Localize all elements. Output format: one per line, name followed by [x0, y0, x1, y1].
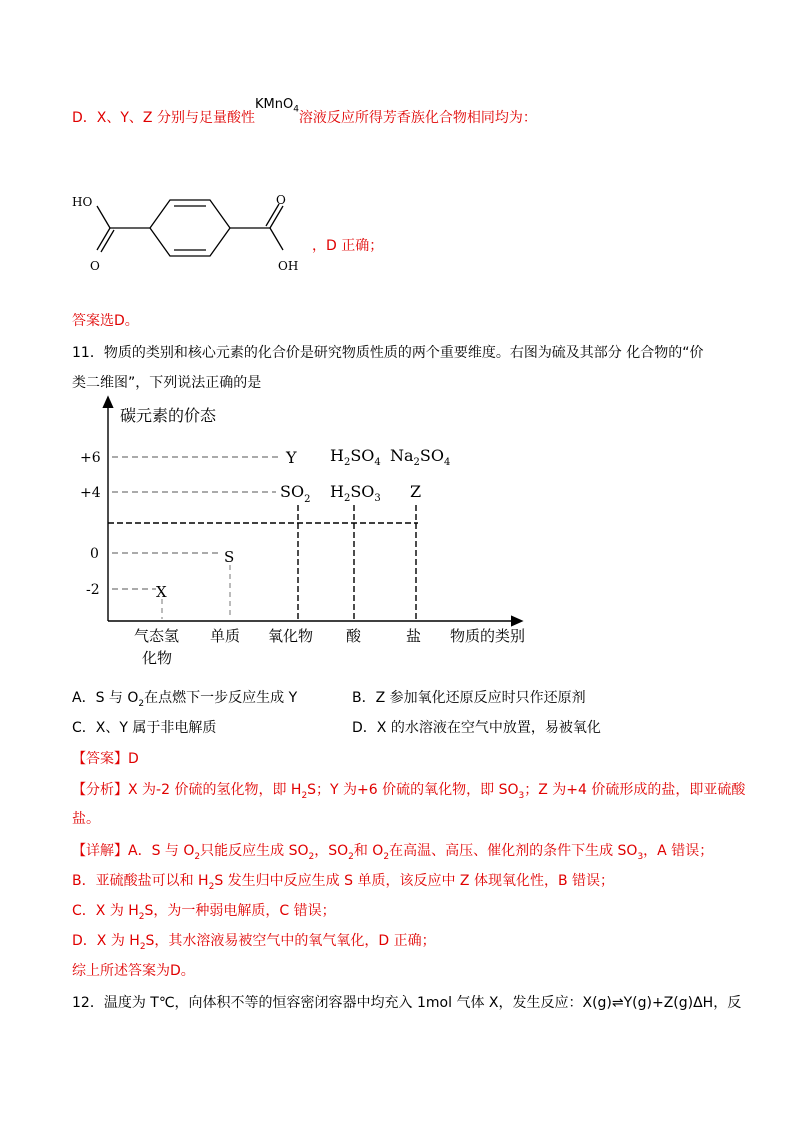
q11-detail-line1: 【详解】A．S 与 $O_2$只能反应生成 $SO_2$，$SO_2$和 $O_2$在高温、高压、催化剂的条件下生成 $SO_3$，A 错误；: [72, 843, 714, 862]
chart-y-title: 碳元素的价态: [120, 406, 217, 425]
kmno4-formula: KMnO$_4$: [254, 97, 299, 115]
x-axis-title: 物质的类别: [450, 627, 526, 645]
q11-analysis-line1: 【分析】X 为-2 价硫的氢化物，即 $H_2S$；Y 为+6 价硫的氧化物，即 $SO_3$；Z 为+4 价硫形成的盐，即亚硫酸: [72, 782, 746, 801]
y-tick-0: 0: [90, 546, 99, 562]
x-cat-acid: 酸: [346, 627, 362, 645]
x-cat-gaseous-hydride-1: 气态氢: [134, 627, 180, 645]
struct-oh-top: HO: [72, 195, 93, 209]
option-c: C．X、Y 属于非电解质: [72, 720, 217, 736]
q11-detail-line4: D．X 为 $H_2S$，其水溶液易被空气中的氧气氧化，D 正确；: [72, 933, 436, 952]
q11-detail-line3: C．X 为 $H_2S$，为一种弱电解质，C 错误；: [72, 903, 336, 922]
answer-choice: 答案选D。: [72, 313, 139, 329]
label-s: S: [224, 548, 235, 566]
y-tick-plus4: +4: [80, 485, 101, 501]
label-so2: $SO_2$: [280, 482, 311, 505]
label-h2so4: $H_2SO_4$: [330, 446, 381, 468]
part-d-statement: D．X、Y、Z 分别与足量酸性KMnO$_4$溶液反应所得芳香族化合物相同均为：: [72, 97, 537, 126]
q11-stem-line2: 类二维图”，下列说法正确的是: [72, 375, 262, 391]
option-a: A．S 与 $O_2$在点燃下一步反应生成 Y: [72, 690, 298, 709]
q11-stem-line1: 11．物质的类别和核心元素的化合价是研究物质性质的两个重要维度。右图为硫及其部分 化合物的“价: [72, 345, 704, 361]
label-z: Z: [410, 482, 422, 501]
x-cat-oxide: 氧化物: [268, 627, 314, 645]
label-x: X: [156, 583, 167, 601]
x-cat-gaseous-hydride-2: 化物: [142, 649, 173, 667]
q11-detail-line2: B．亚硫酸盐可以和 $H_2S$ 发生归中反应生成 S 单质，该反应中 Z 体现氧化性，B 错误；: [72, 873, 614, 892]
struct-oh-bottom: OH: [278, 259, 299, 273]
struct-o-top: O: [276, 193, 286, 207]
terephthalic-acid-structure: [70, 188, 310, 283]
q11-answer: 【答案】D: [72, 751, 139, 767]
y-tick-plus6: +6: [80, 450, 101, 466]
label-h2so3: $H_2SO_3$: [330, 482, 381, 504]
struct-o-bottom: O: [90, 259, 100, 273]
x-cat-element: 单质: [210, 627, 241, 645]
option-d: D．X 的水溶液在空气中放置，易被氧化: [352, 720, 601, 736]
y-tick-neg2: -2: [86, 582, 100, 598]
q11-analysis-line2: 盐。: [72, 811, 100, 827]
x-cat-salt: 盐: [406, 627, 422, 645]
q12-stem: 12．温度为 T℃，向体积不等的恒容密闭容器中均充入 1mol 气体 X，发生反应：X(g)⇌Y(g)+Z(g)ΔH，反: [72, 995, 742, 1011]
q11-detail-summary: 综上所述答案为D。: [72, 963, 195, 979]
label-y: Y: [286, 448, 297, 467]
sulfur-valence-chart: [80, 395, 550, 675]
label-na2so4: $Na_2SO_4$: [390, 446, 451, 468]
part-d-conclusion: ，D 正确；: [312, 238, 384, 254]
option-b: B．Z 参加氧化还原反应时只作还原剂: [352, 690, 586, 706]
